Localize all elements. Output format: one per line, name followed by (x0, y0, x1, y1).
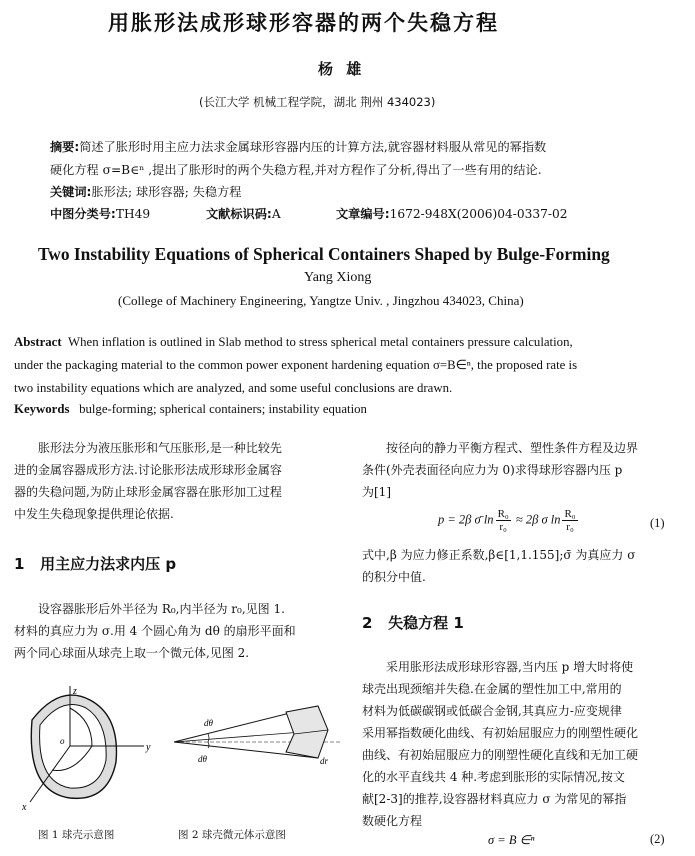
figure-2-microelement (168, 700, 348, 780)
art-value: 1672-948X(2006)04-0337-02 (389, 207, 568, 221)
abstract-cn-line1: 简述了胀形时用主应力法求金属球形容器内压的计算方法,就容器材料服从常见的幂指数 (79, 140, 547, 154)
abstract-cn-line2: 硬化方程 σ=B∈ⁿ ,提出了胀形时的两个失稳方程,并对方程作了分析,得出了一些有用的结论. (50, 163, 542, 177)
keywords-en-text: bulge-forming; spherical containers; instability equation (79, 402, 367, 416)
page-title: 用胀形法成形球形容器的两个失稳方程 (108, 11, 499, 35)
right-line: 采用胀形法成形球形容器,当内压 p 增大时将使 (386, 660, 634, 674)
doc-code (206, 205, 281, 222)
section-2-heading (362, 612, 464, 633)
section-1-body (14, 598, 296, 664)
classification-line (50, 205, 150, 222)
right-para-1 (362, 437, 638, 503)
keywords-en-label: Keywords (14, 402, 70, 416)
abstract-en (14, 335, 573, 350)
right-para-2 (362, 544, 635, 588)
fig2-label-dtheta-top: dθ (204, 718, 213, 728)
right-line: 献[2-3]的推荐,设容器材料真应力 σ 为常见的幂指 (362, 792, 627, 806)
figure-2-caption: 图 2 球壳微元体示意图 (178, 829, 286, 841)
fig1-label-o: o (60, 736, 65, 746)
fig2-label-dtheta-bottom: dθ (198, 754, 207, 764)
abstract-cn-label: 摘要: (50, 140, 80, 154)
abstract-en-line1: When inflation is outlined in Slab method to stress spherical metal containers pressure calculation, (68, 335, 573, 349)
angle-arc-2 (208, 742, 209, 748)
eq1-mid: ≈ 2β σ ln (515, 512, 561, 527)
english-affiliation: (College of Machinery Engineering, Yangtze Univ. , Jingzhou 434023, China) (118, 293, 524, 308)
right-line: 的积分中值. (362, 570, 426, 584)
keywords-cn (50, 183, 241, 200)
right-line: 球壳出现颈缩并失稳.在金属的塑性加工中,常用的 (362, 682, 622, 696)
doc-value: A (271, 207, 281, 221)
eq1-frac-2 (562, 508, 577, 533)
section-1-title: 用主应力法求内压 p (40, 555, 177, 573)
sec1-line: 材料的真应力为 σ.用 4 个圆心角为 dθ 的扇形平面和 (14, 624, 296, 638)
eq1-num-1: R₀ (497, 508, 509, 520)
eq1-den-1: r₀ (499, 521, 507, 533)
equation-1-number: (1) (650, 516, 665, 530)
section-1-number: 1 (14, 555, 25, 573)
right-line: 为[1] (362, 485, 391, 499)
eq1-den-2: r₀ (566, 521, 574, 533)
eq1-frac-1 (496, 508, 511, 533)
right-line: 式中,β 为应力修正系数,β∈[1,1.155];σ̄ 为真应力 σ (362, 548, 636, 562)
equation-2: σ = B ∈ⁿ (488, 833, 535, 847)
left-intro-line: 进的金属容器成形方法.讨论胀形法成形球形金属容 (14, 463, 282, 477)
eq1-num-2: R₀ (564, 508, 576, 520)
keywords-cn-text: 胀形法; 球形容器; 失稳方程 (91, 185, 242, 199)
fig1-label-x: x (22, 802, 27, 813)
element-face (286, 706, 328, 758)
equation-2-number: (2) (650, 832, 665, 846)
doc-label: 文献标识码: (206, 207, 272, 221)
right-line: 材料为低碳碳钢或低碳合金钢,其真应力-应变规律 (362, 704, 622, 718)
article-number (336, 205, 568, 222)
abstract-cn (50, 138, 546, 155)
section-1-heading (14, 553, 176, 574)
right-line: 化的水平直线共 4 种.考虑到胀形的实际情况,按文 (362, 770, 625, 784)
fig1-label-z: z (73, 686, 77, 697)
eq1-lhs: p = 2β σ̄ ln (438, 512, 494, 527)
left-intro-line: 胀形法分为液压胀形和气压胀形,是一种比较先 (38, 441, 282, 455)
abstract-en-line3: two instability equations which are analyzed, and some useful conclusions are drawn. (14, 381, 453, 395)
right-line: 数硬化方程 (362, 814, 423, 828)
abstract-en-line2: under the packaging material to the common power exponent hardening equation σ=B∈ⁿ, the proposed rate is (14, 358, 578, 372)
abstract-en-label: Abstract (14, 335, 62, 349)
art-label: 文章编号: (336, 207, 390, 221)
figure-1-spherical-shell (12, 680, 162, 815)
keywords-cn-label: 关键词: (50, 185, 92, 199)
right-para-3 (362, 656, 638, 832)
left-intro-line: 器的失稳问题,为防止球形金属容器在胀形加工过程 (14, 485, 282, 499)
section-2-number: 2 (362, 614, 373, 632)
clc-value: TH49 (115, 207, 151, 221)
affiliation: (长江大学 机械工程学院，湖北 荆州 434023) (199, 95, 436, 109)
english-title: Two Instability Equations of Spherical Containers Shaped by Bulge-Forming (38, 244, 610, 264)
angle-arc-1 (208, 734, 209, 742)
sec1-line: 两个同心球面从球壳上取一个微元体,见图 2. (14, 646, 250, 660)
left-intro-line: 中发生失稳现象提供理论依据. (14, 507, 174, 521)
fig1-label-y: y (146, 742, 151, 753)
english-author: Yang Xiong (304, 270, 372, 285)
left-intro (14, 437, 282, 525)
equation-1 (438, 508, 580, 533)
right-line: 采用幂指数硬化曲线、有初始屈服应力的刚塑性硬化 (362, 726, 639, 740)
figure-1-caption: 图 1 球壳示意图 (38, 829, 115, 841)
keywords-en (14, 402, 367, 417)
right-line: 条件(外壳表面径向应力为 0)求得球形容器内压 p (362, 463, 623, 477)
sec1-line: 设容器胀形后外半径为 R₀,内半径为 r₀,见图 1. (38, 602, 285, 616)
author: 杨 雄 (318, 60, 366, 78)
fig2-label-dr: dr (320, 756, 329, 766)
clc-label: 中图分类号: (50, 207, 116, 221)
right-line: 按径向的静力平衡方程式、塑性条件方程及边界 (386, 441, 639, 455)
section-2-title: 失稳方程 1 (388, 614, 464, 632)
right-line: 曲线、有初始屈服应力的刚塑性硬化直线和无加工硬 (362, 748, 639, 762)
